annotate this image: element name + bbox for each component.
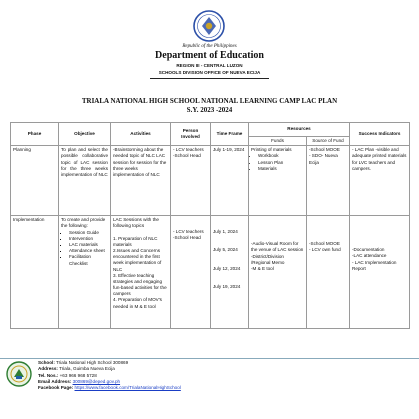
table-row — [11, 146, 410, 216]
planning-success: - LAC Plan -visible and adequate printed materials for LVC teachers and campers. — [350, 146, 410, 216]
footer-email-line: Email Address: 300869@deped.gov.ph — [38, 378, 121, 384]
list-item: ▪ Attendance sheet — [69, 248, 108, 254]
list-item: 1. Preparation of NLC materials — [113, 235, 158, 247]
list-item: ▪ Facilitation Checklist — [69, 254, 108, 266]
list-item: 2.Issues and Concerns encountered in the first week implementation of NLC — [113, 247, 162, 272]
header-phase: Phase — [11, 123, 59, 146]
email-link[interactable]: 300869@deped.gov.ph — [72, 378, 121, 384]
implementation-phase: Implementation — [11, 216, 59, 329]
footer-address-line: Address: Triala, Guimba Nueva Ecija — [38, 366, 115, 372]
footer-school-line: School: Triala National High School 300869 — [38, 360, 129, 365]
planning-source: -School MOOE - SDO- Nueva Ecija — [307, 146, 350, 216]
implementation-funds: -Audio-Visual Room for the venue of LAC session -District/Division /Regional Memo -M & E tool — [249, 216, 307, 329]
header-divider — [150, 78, 269, 79]
school-year: S.Y. 2023 -2024 — [186, 106, 233, 114]
header-activities: Activities — [111, 123, 171, 146]
header-source: Source of Fund — [307, 137, 350, 146]
planning-phase: Planning — [11, 146, 59, 216]
list-item: 3. Effective teaching strategies and engaging fun-based activities for the campers — [113, 272, 167, 297]
header-resources: Resources — [249, 123, 350, 137]
deped-seal-icon — [193, 10, 225, 42]
header-person: Person Involved — [171, 123, 211, 146]
footer-divider — [0, 358, 419, 359]
list-item: ▪ LAC materials — [69, 242, 108, 248]
planning-activities: -Brainstorming about the needed topic of NLC LAC session for session for the three weeks implementation of NLC — [111, 146, 171, 216]
list-item: • Lesson Plan — [258, 160, 304, 166]
implementation-activities: LAC Sessions with the following topics 1. Preparation of NLC materials 2.Issues and Concerns encountered in the first week implementation of NLC 3. Effective teaching strategies and engaging fun-based activities for the campers 4. Preparation of MOV's needed in M & E tool — [111, 216, 171, 329]
region-line: REGION III - CENTRAL LUZON — [176, 63, 243, 68]
footer-tel-line: Tel. Nos.: +63 966 968 5728 — [38, 372, 97, 378]
planning-funds: Printing of materials • Workbook • Lesson Plan • Materials — [249, 146, 307, 216]
facebook-link[interactable]: https://www.facebook.com/TrialaNationalHighSchool — [74, 385, 181, 391]
planning-timeframe: July 1-19, 2024 — [211, 146, 249, 216]
list-item: 4. Preparation of MOV's needed in M & E tool — [113, 297, 162, 309]
lac-plan-table — [10, 122, 410, 329]
table-row — [11, 216, 410, 329]
footer-contact — [38, 360, 181, 392]
implementation-person: - LCV teachers -School Head — [171, 216, 211, 329]
list-item: ▪ Intervention — [69, 236, 108, 242]
header-objective: Objective — [59, 123, 111, 146]
republic-line: Republic of the Philippines — [182, 44, 237, 49]
planning-objective: To plan and select the possible collaborative topic of LAC session for the three weeks implementation of NLC — [59, 146, 111, 216]
division-line: SCHOOLS DIVISION OFFICE OF NUEVA ECIJA — [158, 70, 261, 75]
implementation-success: -Documentation -LAC attendance - LAC Implementation Report — [350, 216, 410, 329]
list-item: ▪ Session Guide — [69, 230, 108, 236]
header-funds: Funds — [249, 137, 307, 146]
header-success: Success Indicators — [350, 123, 410, 146]
department-name: Department of Education — [155, 50, 264, 61]
implementation-timeframe: July 1, 2024 July 5, 2024 July 12, 2024 July 19, 2024 — [211, 216, 249, 329]
implementation-source: -School MOOE - LCV own fund — [307, 216, 350, 329]
implementation-objective: To create and provide the following: ▪ Session Guide ▪ Intervention ▪ LAC materials ▪ Attendance sheet ▪ Facilitation Checklist — [59, 216, 111, 329]
list-item: • Materials — [258, 166, 304, 172]
list-item: • Workbook — [258, 153, 304, 159]
school-logo-icon — [6, 361, 32, 387]
plan-title: TRIALA NATIONAL HIGH SCHOOL NATIONAL LEARNING CAMP LAC PLAN — [81, 97, 338, 105]
planning-person: - LCV teachers -School Head — [171, 146, 211, 216]
header-timeframe: Time Frame — [211, 123, 249, 146]
footer-facebook-line: Facebook Page: https://www.facebook.com/TrialaNationalHighSchool — [38, 385, 181, 391]
